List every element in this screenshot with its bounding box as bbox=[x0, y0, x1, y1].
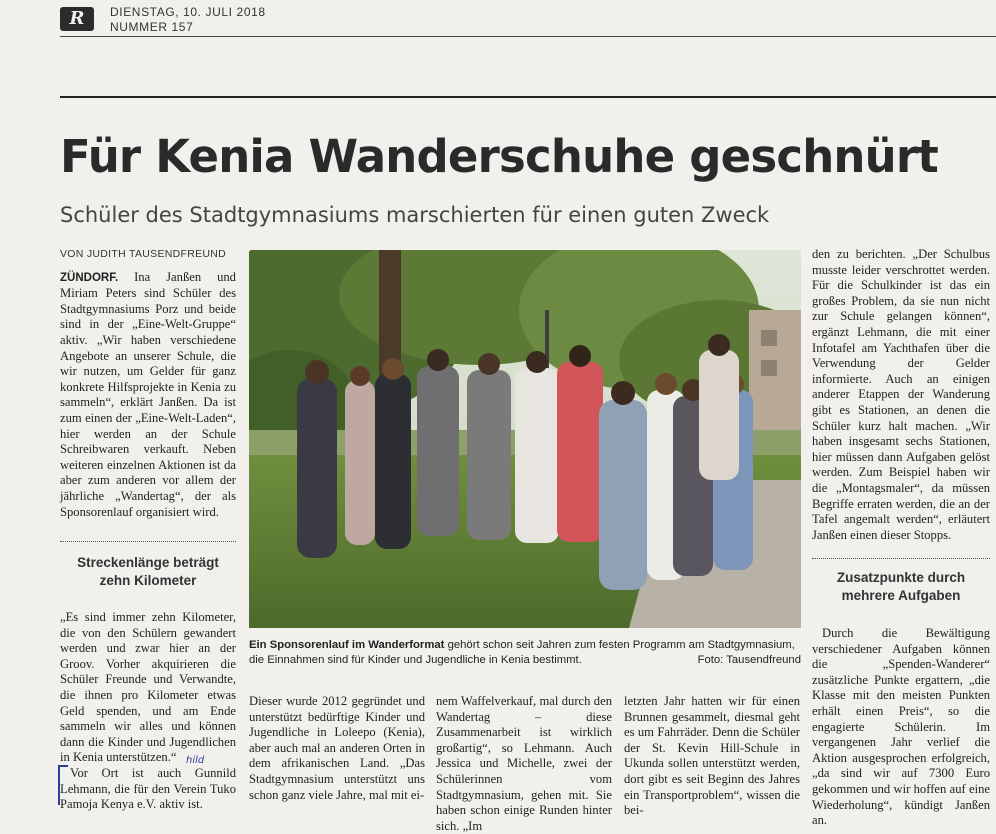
issue-number: NUMMER 157 bbox=[110, 20, 194, 34]
photo-caption bbox=[249, 638, 801, 668]
paragraph-final: Durch die Bewältigung verschiedener Aufgaben können die „Spenden-Wanderer“ zusätzliche Punkte ergattern, „die Klasse mit den meisten Punkten erhält einen Preis“, so die engagierte Schülerin. Im vergangenen Jahr verlief die Aktion ausgesprochen erfolgreich, „da sind wir auf 7300 Euro gekommen und wir hoffen auf eine Wiederholung“, kündigt Janßen an. bbox=[812, 626, 990, 828]
column-4 bbox=[624, 694, 800, 819]
paragraph-col4: letzten Jahr hatten wir für einen Brunnen gesammelt, diesmal geht es um Fahrräder. Denn die Schüler der St. Kevin Hill-Schule in Ukunda sollen unterstützt werden, dort gibt es seit Beginn des Jahres ein Transportproblem“, wissen die bei- bbox=[624, 694, 800, 818]
masthead bbox=[60, 5, 996, 35]
column-3 bbox=[436, 694, 612, 834]
divider-dotted bbox=[60, 541, 236, 542]
newspaper-logo: R bbox=[60, 7, 94, 31]
paragraph-lehmann: Vor Ort ist auch Gunnild Lehmann, die für den Verein Tuko Pamoja Kenya e.V. aktiv ist. bbox=[60, 765, 236, 812]
paragraph-col2: Dieser wurde 2012 gegründet und unterstützt bedürftige Kinder und Jugendliche in Loleepo (Kenia), aber auch mal an anderen Orten in dem afrikanischen Land. „Das Stadtgymnasium unterstützt uns schon ganz viele Jahre, mal mit ei- bbox=[249, 694, 425, 802]
column-2 bbox=[249, 694, 425, 803]
caption-text: gehört schon seit Jahren zum festen Programm am Stadtgymnasium, die Einnahmen sind für Kinder und Jugendliche in Kenia bestimmt. bbox=[249, 639, 795, 666]
photo-credit: Foto: Tausendfreund bbox=[697, 654, 801, 666]
paragraph-col3: nem Waffelverkauf, mal durch den Wandertag – diese Zusammenarbeit ist wirklich großartig“, so Lehmann. Auch Jessica und Michelle, zwei der Schülerinnen vom Stadtgymnasium, gehen mit. Sie haben schon einige Runden hinter sich. „Im bbox=[436, 694, 612, 833]
intertitle-streckenlaenge: Streckenlänge beträgt zehn Kilometer bbox=[77, 555, 219, 588]
handwritten-annotation: hild bbox=[186, 755, 205, 766]
article-top-rule bbox=[60, 96, 996, 98]
article-subheadline: Schüler des Stadtgymnasiums marschierten für einen guten Zweck bbox=[60, 203, 770, 227]
column-1-continued bbox=[60, 610, 236, 813]
divider-dotted-2 bbox=[812, 558, 990, 559]
column-1 bbox=[60, 247, 236, 520]
dateline-place: ZÜNDORF. bbox=[60, 271, 119, 284]
issue-date: DIENSTAG, 10. JULI 2018 bbox=[110, 5, 266, 19]
photo-illustration bbox=[249, 250, 801, 628]
column-5 bbox=[812, 247, 990, 543]
intertitle-zusatzpunkte: Zusatzpunkte durch mehrere Aufgaben bbox=[836, 570, 966, 603]
paragraph-quote: „Es sind immer zehn Kilometer, die von den Schülern gewandert werden und zwar hier an der Groov. Vorher akquirieren die Schüler Freunde und Verwandte, die ihnen pro Kilometer etwas Geld spenden, und am Ende sammeln wir alles und können dann die Kinder und Jugendlichen in Kenia unterstützen.“ bbox=[60, 610, 236, 765]
paragraph-col5: den zu berichten. „Der Schulbus musste leider verschrottet werden. Für die Schulkinder ist das ein großes Problem, da sie nun nicht zur Schule gelangen können“, ergänzt Lehmann, die mit einer Infotafel am Yachthafen über die Verwendung der Gelder informierte. Auch an einigen anderer Etappen der Wanderung gibt es Stationen, an denen die Schüler kurz halt machen. „Wir haben insgesamt sechs Stationen, hier müssen dann Aufgaben gelöst werden. Zum Beispiel haben wir die „Montagsmaler“, da müssen Begriffe erraten werden, die an der Tafel angemalt werden“, erläutert Janßen einen dieser Stopps. bbox=[812, 247, 990, 542]
caption-lead: Ein Sponsorenlauf im Wanderformat bbox=[249, 639, 445, 651]
pen-mark-top bbox=[58, 765, 68, 767]
masthead-rule bbox=[60, 36, 996, 37]
pen-mark bbox=[58, 765, 60, 805]
paragraph-intro: ZÜNDORF. Ina Janßen und Miriam Peters sind Schüler des Stadtgymnasiums Porz und beide sind in der „Eine-Welt-Gruppe“ aktiv. „Wir haben verschiedene Angebote an unserer Schule, die wir nutzen, um Gelder für ganz konkrete Hilfsprojekte in Kenia zu sammeln“, erklärt Janßen. Da ist zum einen der „Eine-Welt-Laden“, hier werden an der Schule Schreibwaren verkauft. Neben weiteren einzelnen Aktionen ist da aber zum anderen vor allem der jährliche „Wandertag“, der als Sponsorenlauf organisiert wird. bbox=[60, 269, 236, 519]
article-headline: Für Kenia Wanderschuhe geschnürt bbox=[60, 130, 939, 183]
column-5-continued bbox=[812, 626, 990, 829]
dateline bbox=[110, 5, 266, 35]
group-photo bbox=[249, 250, 801, 628]
byline: VON JUDITH TAUSENDFREUND bbox=[60, 248, 227, 260]
